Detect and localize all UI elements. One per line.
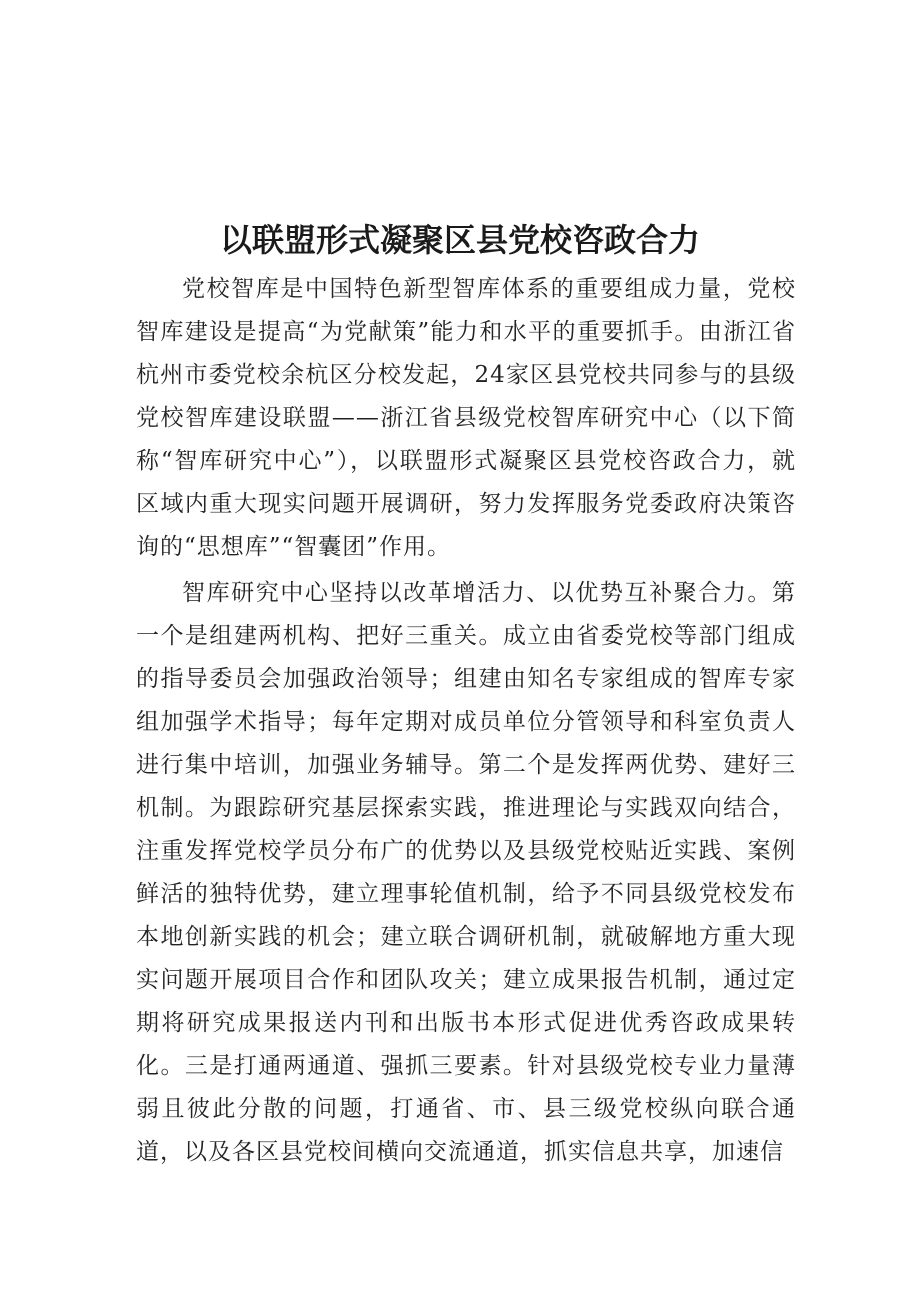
paragraph-2: 智库研究中心坚持以改革增活力、以优势互补聚合力。第一个是组建两机构、把好三重关。成立由省委党校等部门组成的指导委员会加强政治领导；组建由知名专家组成的智库专家组加强学术指导；每年定期对成员单位分管领导和科室负责人进行集中培训，加强业务辅导。第二个是发挥两优势、建好三机制。为跟踪研究基层探索实践，推进理论与实践双向结合，注重发挥党校学员分布广的优势以及县级党校贴近实践、案例鲜活的独特优势，建立理事轮值机制，给予不同县级党校发布本地创新实践的机会；建立联合调研机制，就破解地方重大现实问题开展项目合作和团队攻关；建立成果报告机制，通过定期将研究成果报送内刊和出版书本形式促进优秀咨政成果转化。三是打通两通道、强抓三要素。针对县级党校专业力量薄弱且彼此分散的问题，打通省、市、县三级党校纵向联合通道，以及各区县党校间横向交流通道，抓实信息共享，加速信 — [136, 580, 796, 1165]
paragraph-1: 党校智库是中国特色新型智库体系的重要组成力量，党校智库建设是提高“为党献策”能力和水平的重要抓手。由浙江省杭州市委党校余杭区分校发起，24家区县党校共同参与的县级党校智库建设联盟——浙江省县级党校智库研究中心（以下简称“智库研究中心”），以联盟形式凝聚区县党校咨政合力，就区域内重大现实问题开展调研，努力发挥服务党委政府决策咨询的“思想库”“智囊团”作用。 — [136, 276, 796, 560]
document-title: 以联盟形式凝聚区县党校咨政合力 — [219, 221, 700, 259]
